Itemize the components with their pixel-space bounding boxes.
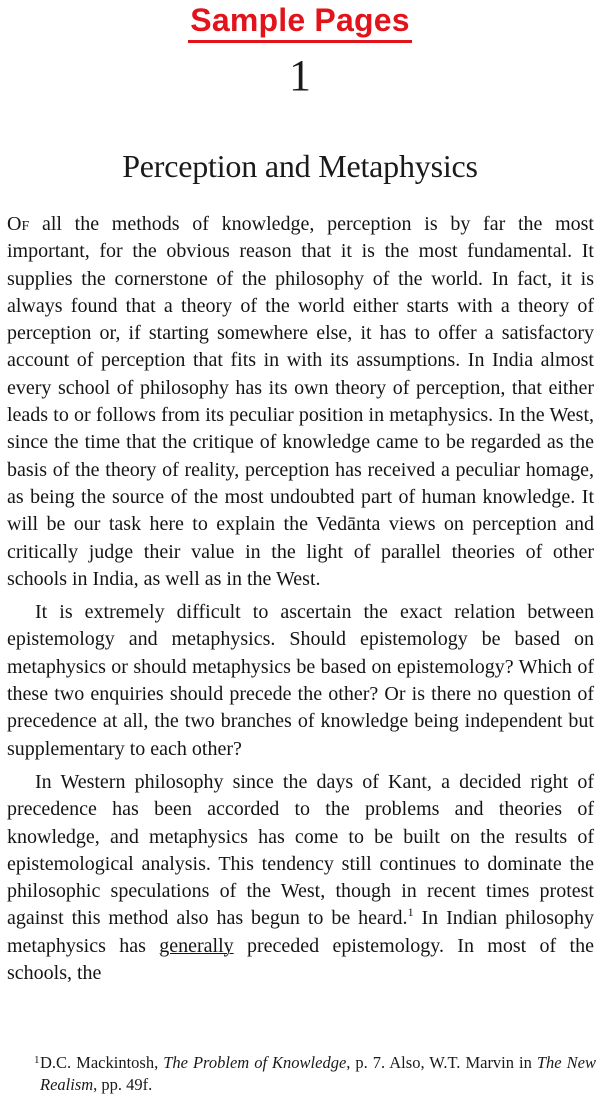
- paragraph-3: [7, 769, 594, 987]
- footnote: [34, 1052, 596, 1096]
- footnote-author: D.C. Mackintosh,: [40, 1053, 164, 1072]
- paragraph-lead-word: Of: [7, 213, 30, 235]
- chapter-number: 1: [289, 51, 311, 100]
- footnote-mid: , p. 7. Also, W.T. Marvin in: [346, 1053, 537, 1072]
- footnote-reference: 1: [407, 905, 414, 920]
- footnote-end: , pp. 49f.: [93, 1075, 153, 1094]
- footnote-title-1: The Problem of Knowledge: [163, 1053, 347, 1072]
- paragraph-2: It is extremely difficult to ascertain the exact relation between epistemology and metaphysics. Should epistemology be based on metaphysics or should metaphysics be based on epistemology? Which of these two enquiries should precede the other? Or is there no question of precedence at all, the two branches of knowledge being independent but supplementary to each other?: [7, 601, 594, 760]
- body-text: [7, 211, 594, 987]
- paragraph-1: [7, 211, 594, 593]
- paragraph-3-text-b: In Indian philosophy metaphysics has: [7, 907, 594, 957]
- underlined-word: generally: [159, 934, 234, 957]
- footnote-text: [40, 1053, 596, 1094]
- paragraph-3-text-a: In Western philosophy since the days of Kant, a decided right of precedence has been accorded to the problems and theories of knowledge, and metaphysics has come to be built on the results of epistemological analysis. This tendency still continues to dominate the philosophic speculations of the West, though in recent times protest against this method also has begun to be heard.: [7, 770, 594, 930]
- chapter-title: Perception and Metaphysics: [122, 148, 478, 184]
- footnote-number: 1: [34, 1054, 40, 1066]
- paragraph-1-text: all the methods of knowledge, perception is by far the most important, for the obvious reason that it is the most fundamental. It supplies the cornerstone of the philosophy of the world. In fact, it is always found that a theory of the world either starts with a theory of perception or, if starting somewhere else, it has to offer a satisfactory account of perception that fits in with its assumptions. In India almost every school of philosophy has its own theory of perception, that either leads to or follows from its peculiar position in metaphysics. In the West, since the time that the critique of knowledge came to be regarded as the basis of the theory of reality, perception has received a peculiar homage, as being the source of the most undoubted part of human knowledge. It will be our task here to explain the Vedānta views on perception and critically judge their value in the light of parallel theories of other schools in India, as well as in the West.: [7, 213, 594, 590]
- banner-text: Sample Pages: [188, 0, 411, 43]
- sample-pages-banner: [0, 0, 600, 43]
- footnote-title-2: The New Realism: [40, 1053, 596, 1094]
- paragraph-3-text-c: preceded epistemology. In most of the schools, the: [7, 934, 594, 985]
